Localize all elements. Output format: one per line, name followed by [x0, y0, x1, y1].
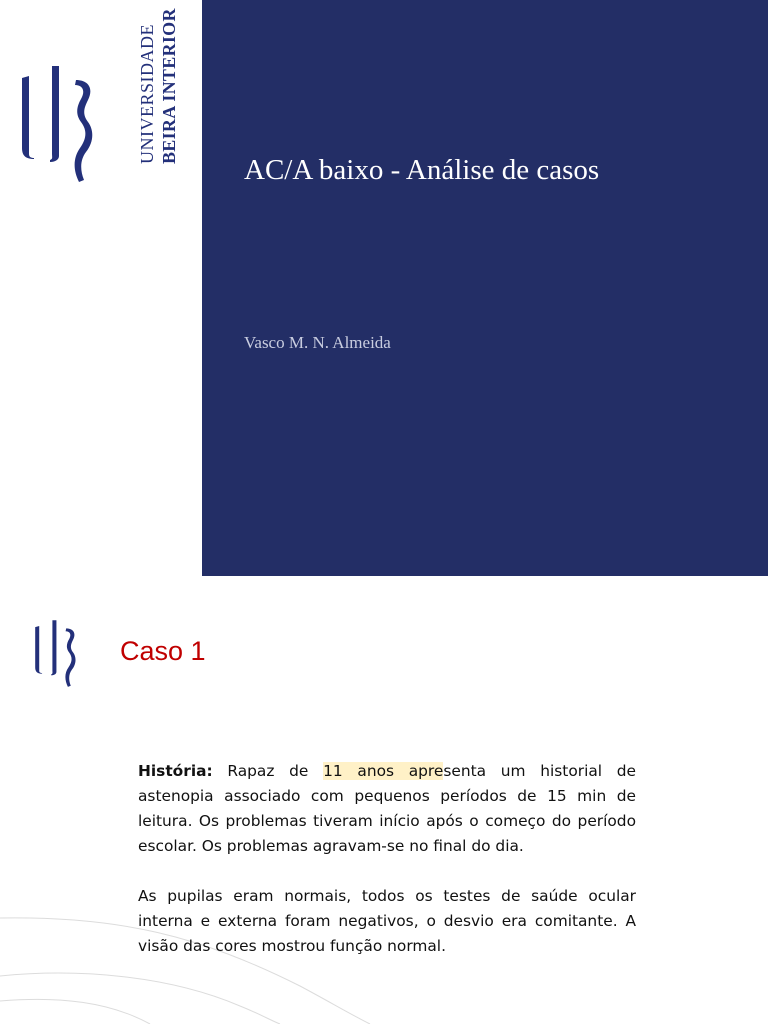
title-panel — [202, 0, 768, 576]
university-name-line1: UNIVERSIDADE — [137, 24, 157, 164]
university-name-line2: BEIRA INTERIOR — [159, 8, 179, 164]
history-label: História: — [138, 762, 213, 780]
findings-paragraph: As pupilas eram normais, todos os testes de saúde ocular interna e externa foram negativos, o desvio era comitante. A visão das cores mostrou função normal. — [138, 887, 636, 955]
case-slide — [0, 576, 768, 1024]
case-title: Caso 1 — [120, 636, 206, 666]
highlighted-text: 11 anos apre — [323, 762, 444, 780]
history-rest: senta um historial de astenopia associado com pequenos períodos de 15 min de leitura. Os problemas tiveram início após o começo do período escolar. Os problemas agravam-se no final do dia. — [138, 762, 636, 855]
university-name — [136, 8, 184, 164]
history-paragraph — [138, 759, 636, 859]
ubi-logo-small-icon — [24, 618, 90, 688]
case-description — [138, 759, 636, 959]
ubi-logo-icon — [18, 62, 102, 184]
author-name: Vasco M. N. Almeida — [244, 333, 391, 352]
presentation-title: AC/A baixo - Análise de casos — [244, 154, 600, 186]
history-prefix: Rapaz de — [212, 762, 324, 780]
